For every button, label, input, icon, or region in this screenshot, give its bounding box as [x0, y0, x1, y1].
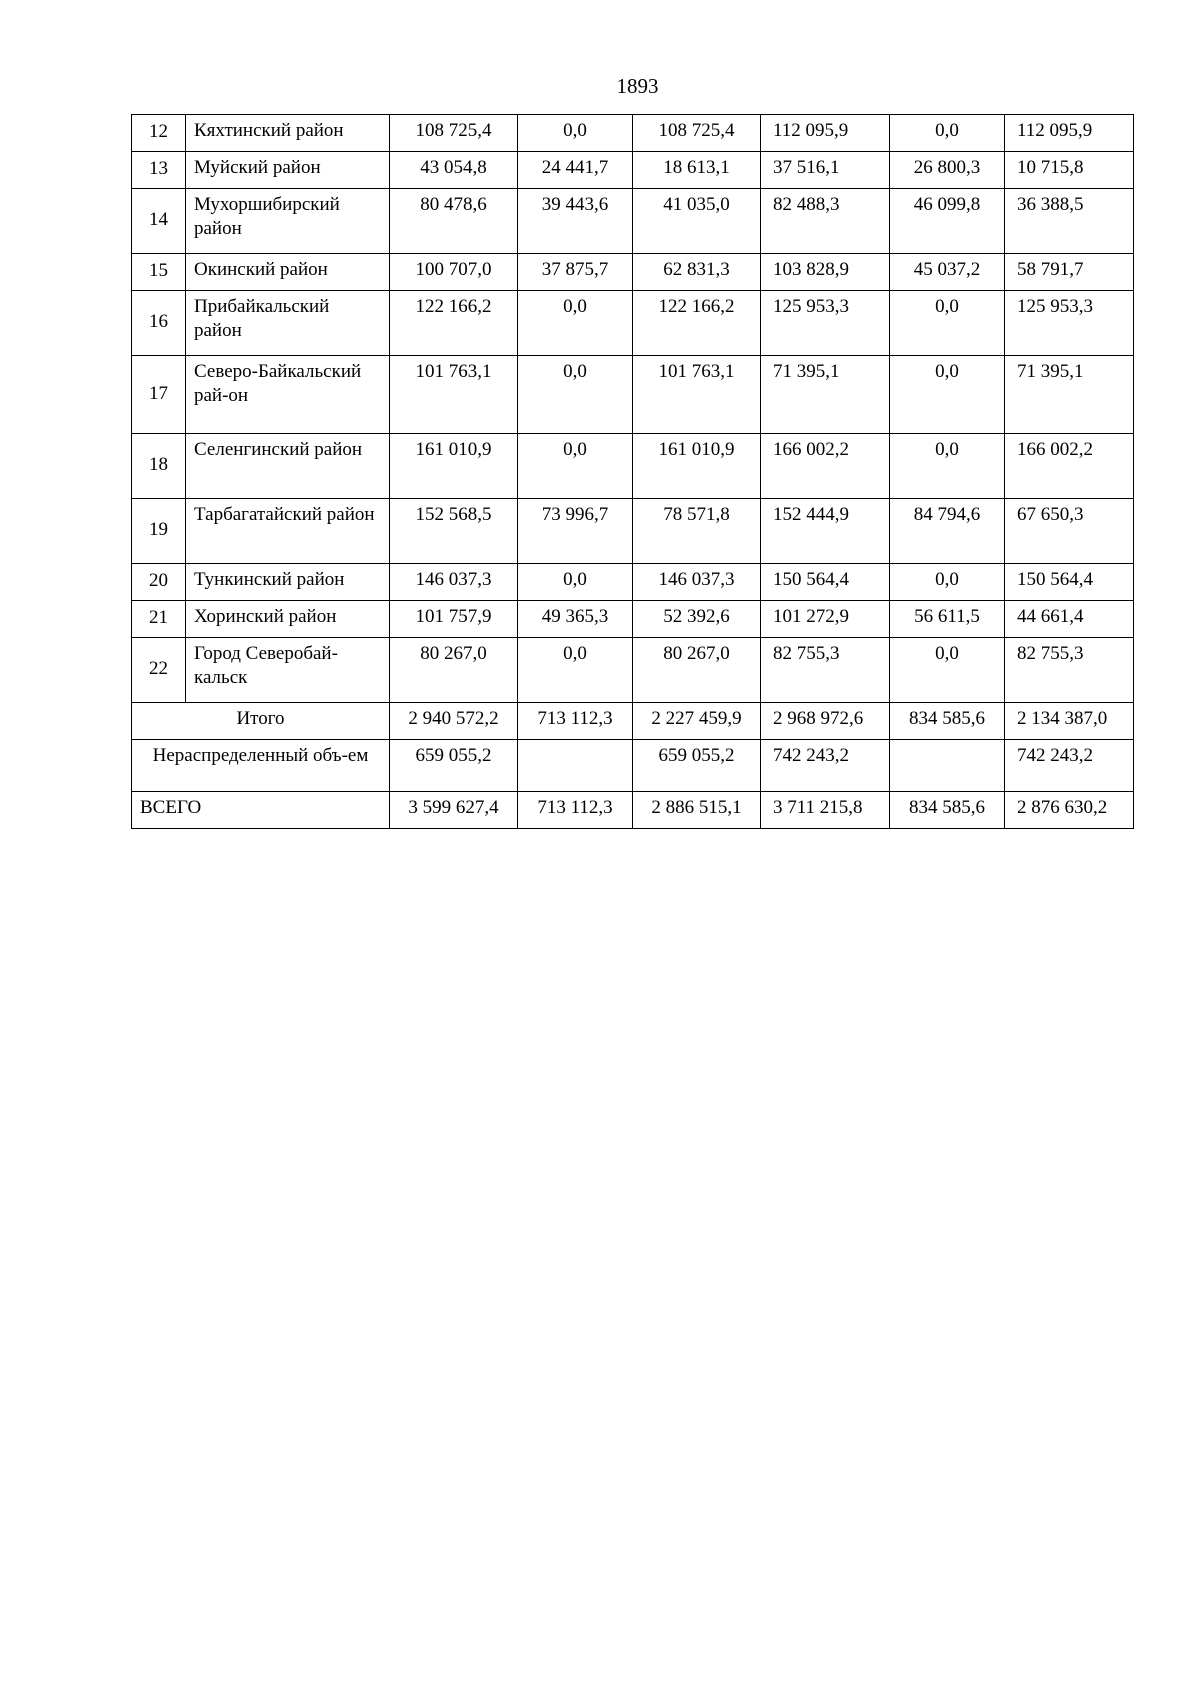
value-cell: 71 395,1: [1005, 356, 1134, 434]
value-cell: 0,0: [518, 434, 633, 499]
table-row: [132, 356, 1134, 434]
unallocated-row: [132, 740, 1134, 792]
value-cell: 41 035,0: [633, 189, 761, 254]
value-cell: 0,0: [518, 115, 633, 152]
district-name: Северо-Байкальский рай-он: [186, 356, 390, 434]
row-number: 16: [132, 291, 186, 356]
district-name: Тункинский район: [186, 564, 390, 601]
value-cell: 161 010,9: [390, 434, 518, 499]
value-cell: 84 794,6: [890, 499, 1005, 564]
value-cell: 101 757,9: [390, 601, 518, 638]
value-cell: 0,0: [890, 115, 1005, 152]
row-number: 15: [132, 254, 186, 291]
value-cell: 112 095,9: [1005, 115, 1134, 152]
value-cell: 2 134 387,0: [1005, 703, 1134, 740]
value-cell: 150 564,4: [1005, 564, 1134, 601]
total-row-label: Итого: [132, 703, 390, 740]
value-cell: 0,0: [890, 638, 1005, 703]
value-cell: 0,0: [890, 434, 1005, 499]
value-cell: 101 763,1: [633, 356, 761, 434]
row-number: 14: [132, 189, 186, 254]
value-cell: 45 037,2: [890, 254, 1005, 291]
value-cell: 713 112,3: [518, 792, 633, 829]
value-cell: 39 443,6: [518, 189, 633, 254]
value-cell: [518, 740, 633, 792]
value-cell: 0,0: [518, 638, 633, 703]
total-row: [132, 703, 1134, 740]
value-cell: 2 940 572,2: [390, 703, 518, 740]
page-number: 1893: [616, 74, 659, 98]
value-cell: 125 953,3: [761, 291, 890, 356]
value-cell: 71 395,1: [761, 356, 890, 434]
value-cell: 44 661,4: [1005, 601, 1134, 638]
value-cell: 122 166,2: [390, 291, 518, 356]
row-number: 19: [132, 499, 186, 564]
value-cell: 108 725,4: [633, 115, 761, 152]
value-cell: 2 227 459,9: [633, 703, 761, 740]
value-cell: [890, 740, 1005, 792]
value-cell: 56 611,5: [890, 601, 1005, 638]
value-cell: 166 002,2: [761, 434, 890, 499]
district-name: Город Северобай-кальск: [186, 638, 390, 703]
row-number: 18: [132, 434, 186, 499]
value-cell: 2 968 972,6: [761, 703, 890, 740]
value-cell: 146 037,3: [390, 564, 518, 601]
value-cell: 58 791,7: [1005, 254, 1134, 291]
row-number: 12: [132, 115, 186, 152]
district-name: Окинский район: [186, 254, 390, 291]
table-row: [132, 601, 1134, 638]
value-cell: 152 568,5: [390, 499, 518, 564]
value-cell: 3 711 215,8: [761, 792, 890, 829]
value-cell: 18 613,1: [633, 152, 761, 189]
value-cell: 80 267,0: [390, 638, 518, 703]
value-cell: 122 166,2: [633, 291, 761, 356]
value-cell: 2 876 630,2: [1005, 792, 1134, 829]
district-name: Тарбагатайский район: [186, 499, 390, 564]
value-cell: 0,0: [518, 564, 633, 601]
value-cell: 834 585,6: [890, 792, 1005, 829]
value-cell: 67 650,3: [1005, 499, 1134, 564]
value-cell: 152 444,9: [761, 499, 890, 564]
district-name: Прибайкальский район: [186, 291, 390, 356]
value-cell: 834 585,6: [890, 703, 1005, 740]
value-cell: 3 599 627,4: [390, 792, 518, 829]
value-cell: 37 875,7: [518, 254, 633, 291]
table-row: [132, 499, 1134, 564]
value-cell: 62 831,3: [633, 254, 761, 291]
value-cell: 37 516,1: [761, 152, 890, 189]
value-cell: 78 571,8: [633, 499, 761, 564]
value-cell: 0,0: [890, 291, 1005, 356]
table-row: [132, 564, 1134, 601]
value-cell: 101 763,1: [390, 356, 518, 434]
value-cell: 100 707,0: [390, 254, 518, 291]
district-name: Селенгинский район: [186, 434, 390, 499]
value-cell: 150 564,4: [761, 564, 890, 601]
district-name: Мухоршибирский район: [186, 189, 390, 254]
value-cell: 26 800,3: [890, 152, 1005, 189]
unallocated-row-label: Нераспределенный объ-ем: [132, 740, 390, 792]
value-cell: 146 037,3: [633, 564, 761, 601]
budget-table: [131, 114, 1134, 829]
value-cell: 166 002,2: [1005, 434, 1134, 499]
row-number: 13: [132, 152, 186, 189]
value-cell: 80 267,0: [633, 638, 761, 703]
value-cell: 659 055,2: [633, 740, 761, 792]
value-cell: 46 099,8: [890, 189, 1005, 254]
value-cell: 36 388,5: [1005, 189, 1134, 254]
value-cell: 82 755,3: [761, 638, 890, 703]
value-cell: 2 886 515,1: [633, 792, 761, 829]
table-row: [132, 189, 1134, 254]
value-cell: 101 272,9: [761, 601, 890, 638]
value-cell: 52 392,6: [633, 601, 761, 638]
grand-total-row: [132, 792, 1134, 829]
table-row: [132, 434, 1134, 499]
value-cell: 80 478,6: [390, 189, 518, 254]
row-number: 21: [132, 601, 186, 638]
value-cell: 112 095,9: [761, 115, 890, 152]
value-cell: 24 441,7: [518, 152, 633, 189]
value-cell: 659 055,2: [390, 740, 518, 792]
value-cell: 82 488,3: [761, 189, 890, 254]
value-cell: 0,0: [518, 356, 633, 434]
value-cell: 49 365,3: [518, 601, 633, 638]
value-cell: 43 054,8: [390, 152, 518, 189]
district-name: Кяхтинский район: [186, 115, 390, 152]
row-number: 20: [132, 564, 186, 601]
table-row: [132, 152, 1134, 189]
value-cell: 742 243,2: [761, 740, 890, 792]
value-cell: 161 010,9: [633, 434, 761, 499]
table-row: [132, 115, 1134, 152]
district-name: Хоринский район: [186, 601, 390, 638]
value-cell: 0,0: [890, 356, 1005, 434]
value-cell: 73 996,7: [518, 499, 633, 564]
value-cell: 713 112,3: [518, 703, 633, 740]
value-cell: 82 755,3: [1005, 638, 1134, 703]
row-number: 22: [132, 638, 186, 703]
table-row: [132, 254, 1134, 291]
grand-total-row-label: ВСЕГО: [132, 792, 390, 829]
value-cell: 125 953,3: [1005, 291, 1134, 356]
district-name: Муйский район: [186, 152, 390, 189]
value-cell: 742 243,2: [1005, 740, 1134, 792]
table-row: [132, 291, 1134, 356]
row-number: 17: [132, 356, 186, 434]
table-row: [132, 638, 1134, 703]
value-cell: 0,0: [890, 564, 1005, 601]
value-cell: 103 828,9: [761, 254, 890, 291]
value-cell: 0,0: [518, 291, 633, 356]
value-cell: 10 715,8: [1005, 152, 1134, 189]
value-cell: 108 725,4: [390, 115, 518, 152]
